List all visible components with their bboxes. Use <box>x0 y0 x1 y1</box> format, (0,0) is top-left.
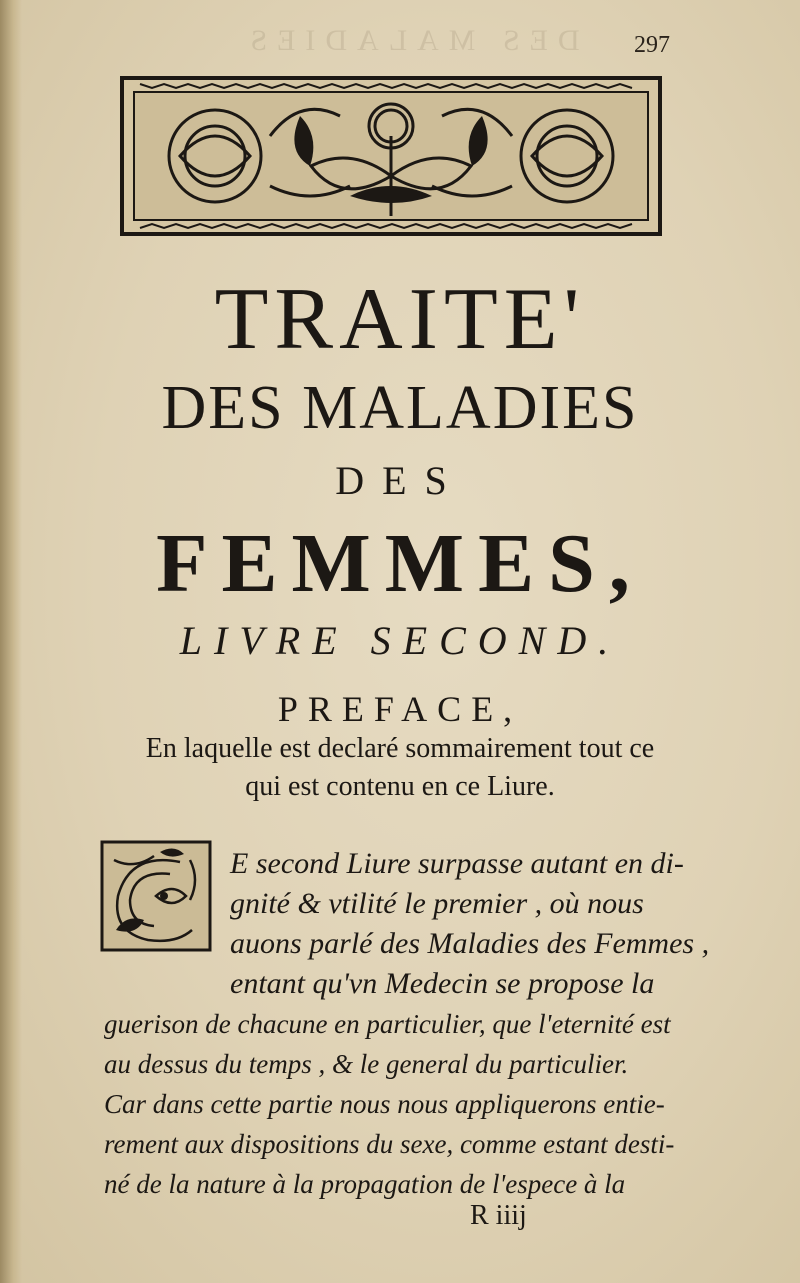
page-gutter-shadow <box>0 0 22 1283</box>
floral-headpiece-ornament <box>120 76 662 236</box>
title-traite: TRAITE' <box>214 271 586 368</box>
body-line-3: auons parlé des Maladies des Femmes , <box>230 927 710 960</box>
title-femmes: FEMMES, <box>156 517 644 610</box>
title-des-maladies: DES MALADIES <box>161 374 639 442</box>
body-line-8: rement aux dispositions du sexe, comme estant desti- <box>104 1129 675 1159</box>
page-number: 297 <box>634 32 670 58</box>
preface-subtitle-line-2: qui est contenu en ce Liure. <box>245 771 555 802</box>
body-line-2: gnité & vtilité le premier , où nous <box>230 887 644 920</box>
title-des: DES <box>335 458 465 503</box>
preface-heading: PREFACE, <box>277 689 523 729</box>
bleed-through-running-title: DES MALADIES <box>240 24 580 57</box>
preface-subtitle-line-1: En laquelle est declaré sommairement tout ce <box>145 733 655 764</box>
signature-mark: R iiij <box>470 1200 527 1231</box>
body-line-7: Car dans cette partie nous nous appliquerons entie- <box>104 1089 665 1119</box>
body-line-6: au dessus du temps , & le general du particulier. <box>104 1049 629 1079</box>
body-line-1: E second Liure surpasse autant en di- <box>230 847 684 880</box>
decorated-initial-L-icon <box>100 840 212 952</box>
title-livre-second: LIVRE SECOND. <box>179 618 621 663</box>
body-line-9: né de la nature à la propagation de l'espece à la <box>104 1169 626 1199</box>
body-line-4: entant qu'vn Medecin se propose la <box>230 967 655 1000</box>
body-line-5: guerison de chacune en particulier, que l'eternité est <box>104 1009 671 1039</box>
